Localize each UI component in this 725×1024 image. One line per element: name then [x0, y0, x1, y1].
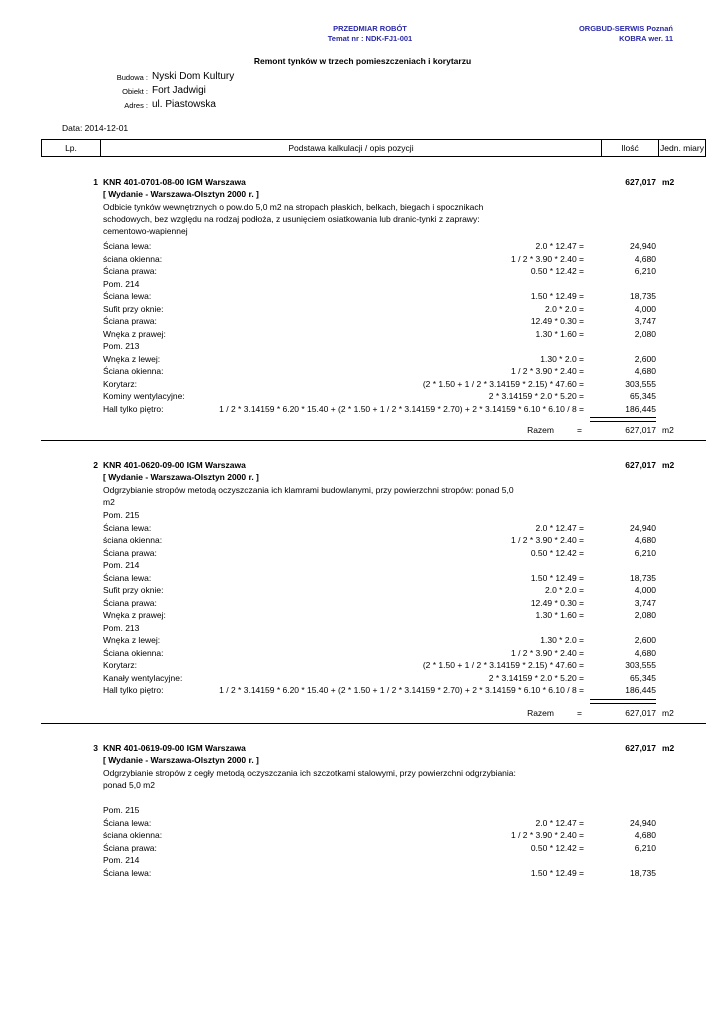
total-equals: = [577, 425, 582, 435]
section-divider [41, 440, 706, 441]
row-value: 2,080 [634, 328, 656, 339]
row-formula: 2.0 * 12.47 = [535, 522, 584, 533]
row-label: Ściana okienna: [103, 647, 164, 658]
row-value: 303,555 [625, 378, 656, 389]
row-formula: 0.50 * 12.42 = [530, 842, 584, 853]
row-value: 4,680 [634, 830, 656, 840]
row-label: Ściana lewa: [103, 241, 152, 251]
row-formula: 1 / 2 * 3.14159 * 6.20 * 15.40 + (2 * 1.50 + 1 / 2 * 3.14159 * 2.70) + 2 * 3.14159 * 6.10 * 6.10 / 8 = [219, 403, 584, 414]
row-formula: 2 * 3.14159 * 2.0 * 5.20 = [488, 391, 584, 401]
row-value: 24,940 [630, 241, 656, 251]
doc-header-title: PRZEDMIAR ROBÓT [333, 24, 407, 33]
row-value: 2,600 [634, 353, 656, 364]
row-formula: 1 / 2 * 3.90 * 2.40 = [510, 366, 584, 376]
row-label: Hall tylko piętro: [103, 685, 164, 695]
row-value: 65,345 [630, 391, 656, 401]
row-value: 4,680 [634, 647, 656, 658]
row-label: Pom. 214 [103, 855, 140, 865]
info-label-obiekt: Obiekt : [122, 87, 148, 96]
row-value: 4,000 [634, 585, 656, 595]
row-formula: 2.0 * 2.0 = [545, 303, 584, 314]
position-unit: m2 [662, 743, 675, 753]
table-header [41, 139, 706, 157]
position-number: 1 [93, 177, 98, 187]
info-label-budowa: Budowa : [116, 73, 148, 82]
position-qty: 627,017 [625, 743, 656, 753]
row-label: Pom. 214 [103, 278, 140, 289]
row-label: Sufit przy oknie: [103, 303, 164, 314]
column-header-unit: Jedn. miary [660, 143, 704, 153]
row-label: Wnęka z prawej: [103, 610, 166, 620]
row-value: 18,735 [630, 867, 656, 878]
row-label: Ściana lewa: [103, 817, 152, 828]
row-formula: 1.30 * 1.60 = [535, 610, 584, 620]
total-label: Razem [527, 425, 554, 435]
row-label: Wnęka z lewej: [103, 353, 161, 364]
total-value: 627,017 [625, 425, 656, 435]
row-formula: 2 * 3.14159 * 2.0 * 5.20 = [488, 672, 584, 683]
row-formula: 1 / 2 * 3.90 * 2.40 = [510, 535, 584, 545]
row-value: 18,735 [630, 291, 656, 301]
doc-header-subject: Temat nr : NDK-FJ1-001 [327, 34, 413, 43]
row-value: 65,345 [630, 672, 656, 683]
total-unit: m2 [662, 708, 674, 718]
row-formula: 2.0 * 12.47 = [535, 817, 584, 828]
info-value-adres: ul. Piastowska [152, 99, 216, 110]
row-value: 2,600 [634, 635, 656, 645]
row-label: Wnęka z lewej: [103, 635, 161, 645]
row-label: Ściana lewa: [103, 572, 152, 583]
row-formula: 1.50 * 12.49 = [530, 291, 584, 301]
position-unit: m2 [662, 460, 675, 470]
doc-header-version: KOBRA wer. 11 [619, 34, 673, 43]
row-value: 24,940 [630, 817, 656, 828]
row-formula: 1 / 2 * 3.90 * 2.40 = [510, 647, 584, 658]
position-edition: [ Wydanie - Warszawa-Olsztyn 2000 r. ] [103, 189, 259, 199]
row-value: 6,210 [634, 266, 656, 276]
row-formula: 12.49 * 0.30 = [530, 316, 584, 326]
row-label: Pom. 215 [103, 510, 140, 520]
row-label: Ściana lewa: [103, 522, 152, 533]
row-value: 3,747 [634, 597, 656, 608]
row-formula: 1 / 2 * 3.14159 * 6.20 * 15.40 + (2 * 1.50 + 1 / 2 * 3.14159 * 2.70) + 2 * 3.14159 * 6.10 * 6.10 / 8 = [219, 685, 584, 695]
total-double-rule [590, 699, 656, 704]
info-label-adres: Adres : [124, 101, 148, 110]
row-value: 186,445 [625, 685, 656, 695]
document-date: Data: 2014-12-01 [62, 123, 129, 133]
row-label: Ściana lewa: [103, 291, 152, 301]
row-value: 4,000 [634, 303, 656, 314]
row-label: Korytarz: [103, 378, 138, 389]
row-formula: (2 * 1.50 + 1 / 2 * 3.14159 * 2.15) * 47.60 = [422, 660, 584, 670]
row-label: Ściana prawa: [103, 266, 157, 276]
row-value: 6,210 [634, 842, 656, 853]
row-value: 4,680 [634, 366, 656, 376]
row-label: Kominy wentylacyjne: [103, 391, 185, 401]
position-qty: 627,017 [625, 177, 656, 187]
row-value: 303,555 [625, 660, 656, 670]
position-unit: m2 [662, 177, 675, 187]
info-value-budowa: Nyski Dom Kultury [152, 71, 235, 82]
row-formula: 1 / 2 * 3.90 * 2.40 = [510, 830, 584, 840]
row-label: Pom. 213 [103, 622, 140, 633]
row-value: 4,680 [634, 535, 656, 545]
row-label: Pom. 215 [103, 805, 140, 815]
row-formula: (2 * 1.50 + 1 / 2 * 3.14159 * 2.15) * 47.60 = [422, 378, 584, 389]
row-label: Sufit przy oknie: [103, 585, 164, 595]
total-value: 627,017 [625, 708, 656, 718]
row-label: Kanały wentylacyjne: [103, 672, 183, 683]
position-number: 3 [93, 743, 98, 753]
row-label: Wnęka z prawej: [103, 328, 166, 339]
row-formula: 1 / 2 * 3.90 * 2.40 = [510, 253, 584, 264]
row-label: ściana okienna: [103, 535, 163, 545]
total-label: Razem [527, 708, 554, 718]
row-label: Pom. 214 [103, 560, 140, 570]
row-label: ściana okienna: [103, 253, 163, 264]
section-divider [41, 723, 706, 724]
row-label: Ściana prawa: [103, 842, 157, 853]
row-label: Hall tylko piętro: [103, 403, 164, 414]
row-label: Korytarz: [103, 660, 138, 670]
row-label: ściana okienna: [103, 830, 163, 840]
row-label: Pom. 213 [103, 341, 140, 351]
row-label: Ściana prawa: [103, 316, 157, 326]
total-unit: m2 [662, 425, 674, 435]
row-value: 18,735 [630, 572, 656, 583]
row-value: 4,680 [634, 253, 656, 264]
info-value-obiekt: Fort Jadwigi [152, 85, 206, 96]
row-formula: 1.30 * 2.0 = [540, 635, 584, 645]
position-description: Odgrzybianie stropów z cegły metodą oczyszczania ich szczotkami stalowymi, przy powierzchni odgrzybiania: ponad 5,0 m2 [103, 768, 516, 790]
total-equals: = [577, 708, 582, 718]
row-formula: 0.50 * 12.42 = [530, 266, 584, 276]
position-edition: [ Wydanie - Warszawa-Olsztyn 2000 r. ] [103, 472, 259, 482]
document-title: Remont tynków w trzech pomieszczeniach i korytarzu [253, 56, 472, 66]
position-number: 2 [93, 460, 98, 470]
row-formula: 1.30 * 1.60 = [535, 328, 584, 339]
column-header-lp: Lp. [42, 140, 101, 156]
position-code: KNR 401-0620-09-00 IGM Warszawa [103, 460, 246, 470]
position-qty: 627,017 [625, 460, 656, 470]
row-value: 3,747 [634, 316, 656, 326]
position-edition: [ Wydanie - Warszawa-Olsztyn 2000 r. ] [103, 755, 259, 765]
position-description: Odbicie tynków wewnętrznych o pow.do 5,0 m2 na stropach płaskich, belkach, biegach i spocznikach schodowych, bez względu na rodzaj podłoża, z usunięciem osiatkowania lub dranic-tynki z zaprawy: cementowo-wapiennej [103, 202, 484, 236]
row-label: Ściana prawa: [103, 597, 157, 608]
column-header-basis: Podstawa kalkulacji / opis pozycji [101, 140, 602, 156]
doc-header-company: ORGBUD-SERWIS Poznań [578, 24, 673, 33]
row-label: Ściana prawa: [103, 547, 157, 558]
row-formula: 2.0 * 2.0 = [545, 585, 584, 595]
row-label: Ściana okienna: [103, 366, 164, 376]
row-formula: 1.50 * 12.49 = [530, 867, 584, 878]
row-formula: 0.50 * 12.42 = [530, 547, 584, 558]
row-formula: 1.50 * 12.49 = [530, 572, 584, 583]
row-label: Ściana lewa: [103, 867, 152, 878]
row-value: 6,210 [634, 547, 656, 558]
position-code: KNR 401-0619-09-00 IGM Warszawa [103, 743, 246, 753]
column-header-qty: Ilość [602, 140, 659, 156]
total-double-rule [590, 417, 656, 422]
position-description: Odgrzybianie stropów metodą oczyszczania ich klamrami budowlanymi, przy powierzchni stropów: ponad 5,0 m2 [103, 485, 514, 507]
row-formula: 1.30 * 2.0 = [540, 353, 584, 364]
position-code: KNR 401-0701-08-00 IGM Warszawa [103, 177, 246, 187]
row-value: 2,080 [634, 610, 656, 620]
row-value: 186,445 [625, 403, 656, 414]
row-formula: 2.0 * 12.47 = [535, 241, 584, 251]
row-formula: 12.49 * 0.30 = [530, 597, 584, 608]
row-value: 24,940 [630, 522, 656, 533]
